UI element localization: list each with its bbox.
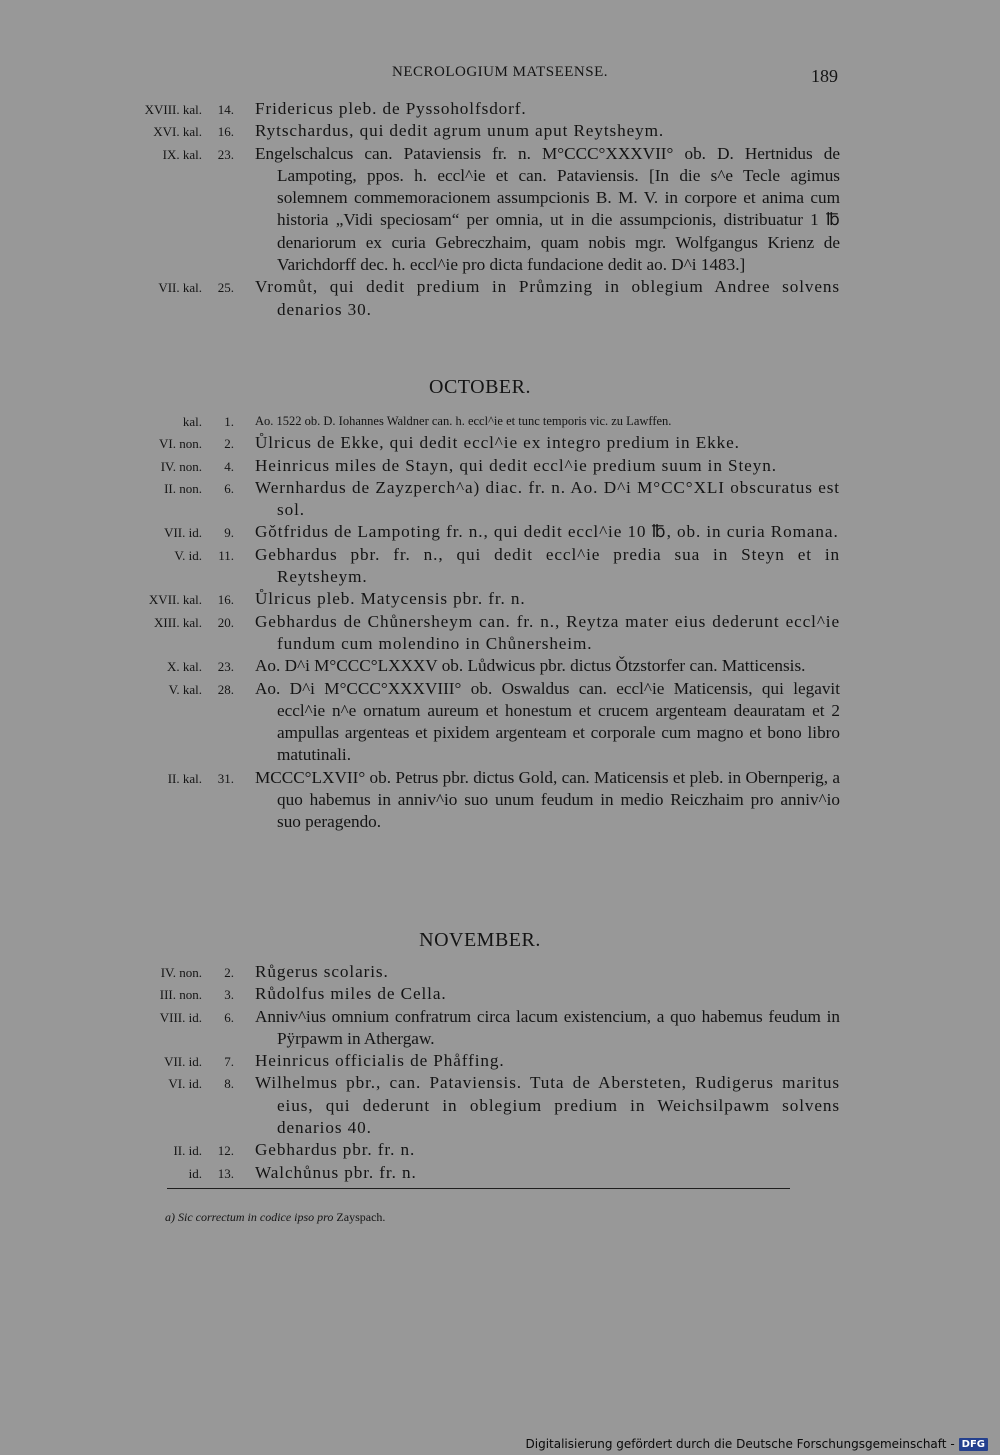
entry-day: 6. <box>224 480 234 496</box>
entry-date: IX. kal. <box>162 146 202 162</box>
entry-day: 9. <box>224 525 234 541</box>
entry-date: XVI. kal. <box>153 124 202 140</box>
running-head: NECROLOGIUM MATSEENSE. <box>391 64 608 80</box>
entry-text: Rytschardus, qui dedit agrum unum aput Reytsheym. <box>255 121 665 141</box>
entry-text: Wernhardus de Zayzperch^a) diac. fr. n. Ao. D^i M°CC°XLI obscuratus est sol. <box>255 477 840 520</box>
entry-day: 13. <box>217 1165 234 1181</box>
footnote-marker: a) <box>165 1210 175 1224</box>
entry-day: 2. <box>224 965 234 980</box>
necrology-entry <box>110 521 840 543</box>
entry-date: VII. id. <box>164 525 202 541</box>
october-entries <box>110 410 840 834</box>
entry-text: Anniv^ius omnium confratrum circa lacum existencium, a quo habemus feudum in Pÿrpawm in Athergaw. <box>255 1006 840 1048</box>
entry-date: XVIII. kal. <box>144 102 202 117</box>
necrology-entry <box>110 1050 840 1072</box>
entry-day: 4. <box>224 458 234 474</box>
entry-text: Růdolfus miles de Cella. <box>255 984 447 1004</box>
footer-text: Digitalisierung gefördert durch die Deutsche Forschungsgemeinschaft - <box>525 1437 955 1451</box>
footnote-divider <box>167 1188 790 1189</box>
page-number: 189 <box>811 66 838 86</box>
entry-text: Heinricus miles de Stayn, qui dedit eccl^ie predium suum in Steyn. <box>255 455 777 475</box>
entry-date: V. kal. <box>168 681 202 697</box>
month-heading-october: OCTOBER. <box>429 376 531 398</box>
entry-date: XVII. kal. <box>148 592 202 608</box>
necrology-entry <box>110 477 840 522</box>
necrology-entry <box>110 276 840 321</box>
entry-date: VII. id. <box>164 1054 202 1070</box>
necrology-entry <box>110 767 840 834</box>
entry-date: XIII. kal. <box>153 614 202 630</box>
entry-text: Engelschalcus can. Pataviensis fr. n. M°CCC°XXXVII° ob. D. Hertnidus de Lampoting, ppos. h. eccl^ie et can. Pataviensis. [In die s^e Tecle agimus solemnem commemoracionem assumpcionis B. M. V. in corpore et anima cum historia „Vidi speciosam“ per omnia, ut in die assumpcionis, distribuatur 1 ℔ denariorum ex curia Gebreczhaim, quam nobis mgr. Wolfgangus Krienz de Varichdorff dec. h. eccl^ie pro dicta fundacione dedit ao. D^i 1483.] <box>255 143 840 275</box>
entry-text: Ao. 1522 ob. D. Iohannes Waldner can. h. eccl^ie et tunc temporis vic. zu Lawffen. <box>255 414 672 428</box>
entry-day: 1. <box>224 414 234 429</box>
entry-date: III. non. <box>159 987 202 1003</box>
entry-day: 31. <box>217 770 234 786</box>
entry-text: Ao. D^i M°CCC°LXXXV ob. Lůdwicus pbr. dictus Ǒtzstorfer can. Matticensis. <box>255 656 806 676</box>
month-heading-november: NOVEMBER. <box>419 929 541 951</box>
necrology-entry <box>110 961 840 983</box>
entry-text: Ao. D^i M°CCC°XXXVIII° ob. Oswaldus can. eccl^ie Maticensis, qui legavit eccl^ie n^e ornatum aureum et honestum et crucem argenteam deauratam et 2 ampullas argenteas et pixidem argenteam et corporale cum magno et bono libro matutinali. <box>255 678 840 765</box>
entry-date: kal. <box>182 414 202 429</box>
necrology-entry <box>110 544 840 589</box>
necrology-entry <box>110 410 840 432</box>
entry-date: IV. non. <box>160 458 202 474</box>
entry-day: 23. <box>217 146 234 162</box>
necrology-entry <box>110 678 840 767</box>
entry-text: MCCC°LXVII° ob. Petrus pbr. dictus Gold, can. Maticensis et pleb. in Obernperig, a quo habemus in anniv^io suo unum feudum in medio Reiczhaim pro anniv^io suo peragendo. <box>255 767 840 832</box>
entry-text: Heinricus officialis de Phåffing. <box>255 1051 505 1071</box>
necrology-entry <box>110 611 840 656</box>
necrology-entry <box>110 432 840 454</box>
necrology-entry <box>110 455 840 477</box>
entry-day: 6. <box>224 1009 234 1025</box>
entry-date: VI. non. <box>159 436 202 452</box>
entry-date: II. kal. <box>167 770 202 786</box>
entry-day: 25. <box>217 280 234 296</box>
entry-date: II. non. <box>164 480 202 496</box>
entry-date: X. kal. <box>166 659 202 675</box>
entry-text: Wilhelmus pbr., can. Pataviensis. Tuta de Abersteten, Rudigerus maritus eius, qui dederunt in oblegium predium in Weichsilpawm solvens denarios 40. <box>255 1073 840 1138</box>
entry-day: 20. <box>217 614 234 630</box>
entry-date: id. <box>188 1165 202 1181</box>
footnote-text: Sic correctum in codice ipso pro <box>178 1210 334 1224</box>
necrology-entry <box>110 120 840 142</box>
entry-day: 8. <box>224 1076 234 1092</box>
entry-date: VI. id. <box>168 1076 202 1092</box>
necrology-entry <box>110 983 840 1005</box>
entry-day: 12. <box>217 1143 234 1159</box>
entry-day: 2. <box>224 436 234 452</box>
entry-text: Fridericus pleb. de Pyssoholfsdorf. <box>255 99 527 118</box>
entry-day: 11. <box>218 547 234 563</box>
footnote <box>165 1210 385 1225</box>
november-entries <box>110 961 840 1184</box>
september-entries <box>110 98 840 321</box>
entry-day: 23. <box>217 659 234 675</box>
necrology-entry <box>110 1162 840 1184</box>
dfg-logo-icon: DFG <box>959 1438 988 1451</box>
entry-date: VIII. id. <box>159 1009 202 1025</box>
entry-date: IV. non. <box>160 965 202 980</box>
entry-date: II. id. <box>173 1143 202 1159</box>
necrology-entry <box>110 655 840 677</box>
entry-text: Gebhardus pbr. fr. n., qui dedit eccl^ie predia sua in Steyn et in Reytsheym. <box>255 544 840 587</box>
entry-day: 3. <box>224 987 234 1003</box>
necrology-entry <box>110 1072 840 1139</box>
entry-date: V. id. <box>174 547 202 563</box>
necrology-entry <box>110 1006 840 1051</box>
entry-day: 28. <box>217 681 234 697</box>
necrology-entry <box>110 588 840 610</box>
necrology-entry <box>110 98 840 120</box>
entry-text: Gebhardus pbr. fr. n. <box>255 1140 416 1160</box>
entry-day: 16. <box>217 124 234 140</box>
entry-text: Růgerus scolaris. <box>255 962 389 981</box>
necrology-entry <box>110 143 840 277</box>
digitization-footer <box>526 1437 989 1451</box>
footnote-plain-text: Zayspach. <box>336 1210 386 1224</box>
entry-day: 7. <box>224 1054 234 1070</box>
entry-text: Ůlricus pleb. Matycensis pbr. fr. n. <box>255 589 526 609</box>
entry-text: Vromůt, qui dedit predium in Průmzing in oblegium Andree solvens denarios 30. <box>255 277 840 319</box>
entry-text: Gebhardus de Chůnersheym can. fr. n., Reytza mater eius dederunt eccl^ie fundum cum molendino in Chůnersheim. <box>255 611 840 653</box>
necrology-entry <box>110 1139 840 1161</box>
entry-date: VII. kal. <box>158 280 202 296</box>
entry-text: Ůlricus de Ekke, qui dedit eccl^ie ex integro predium in Ekke. <box>255 433 740 453</box>
entry-day: 14. <box>217 102 234 117</box>
entry-day: 16. <box>217 592 234 608</box>
entry-text: Walchůnus pbr. fr. n. <box>255 1162 417 1182</box>
entry-text: Gǒtfridus de Lampoting fr. n., qui dedit eccl^ie 10 ℔, ob. in curia Romana. <box>255 522 839 542</box>
